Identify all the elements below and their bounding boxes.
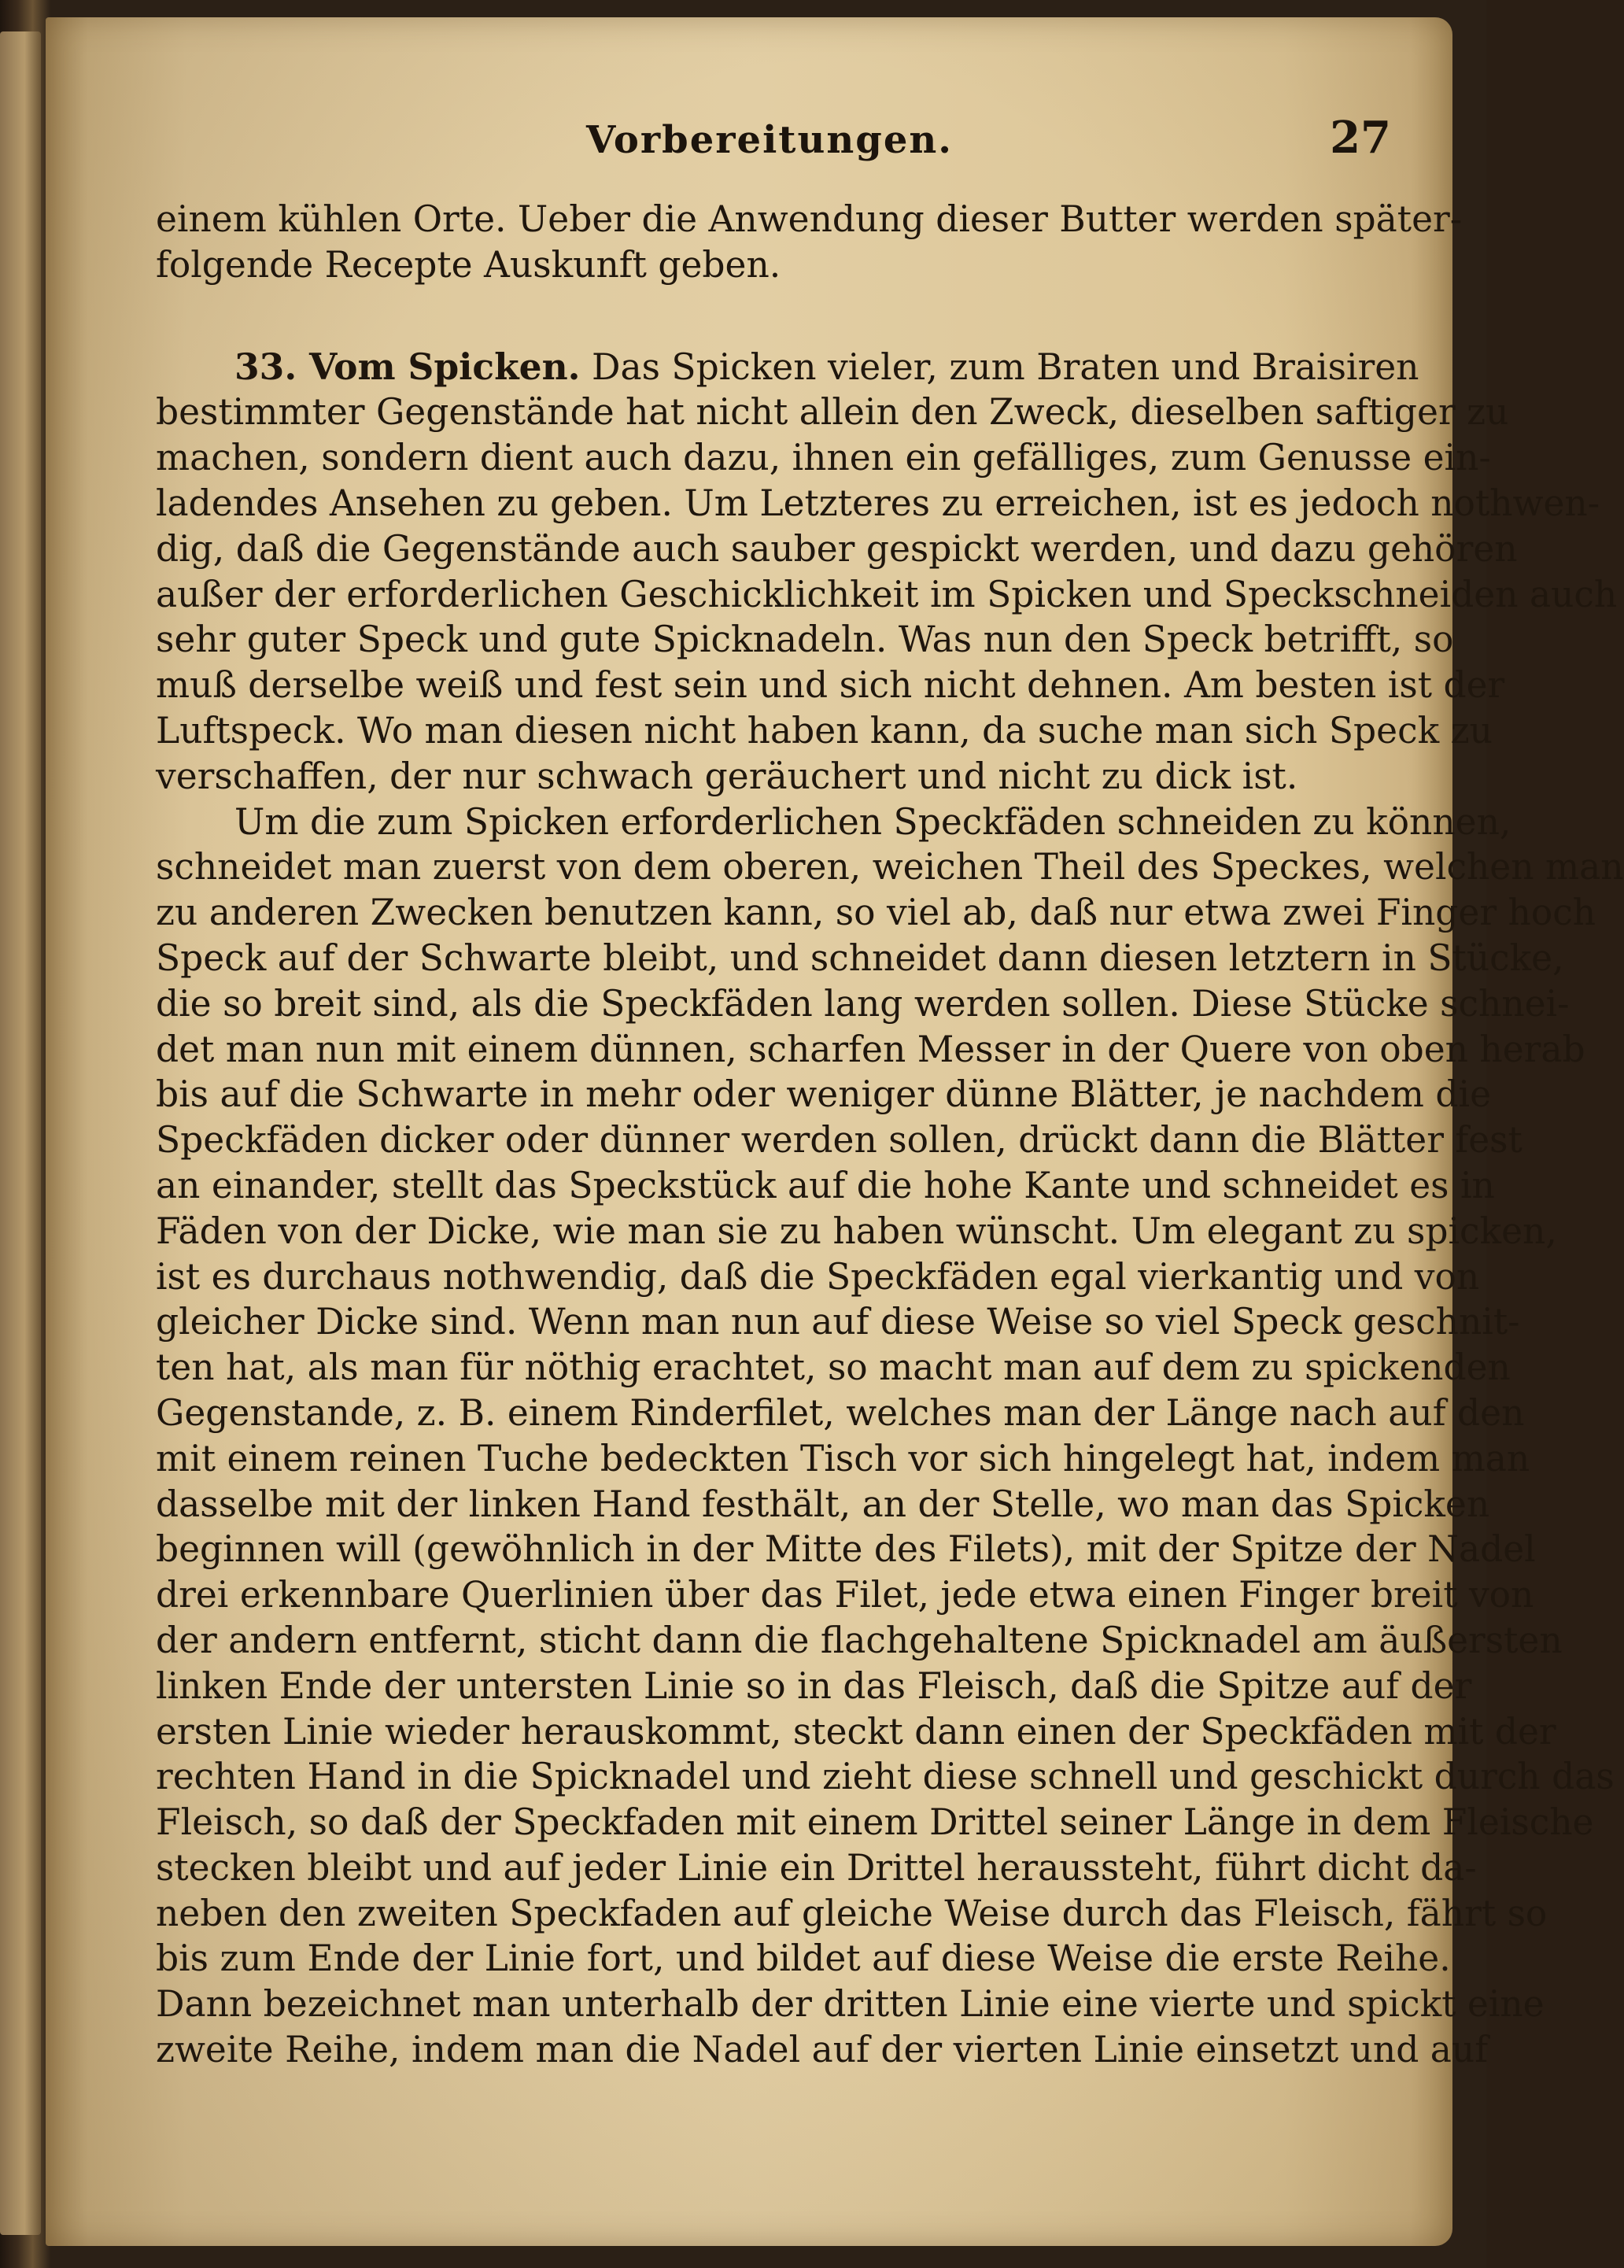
text-line: dig, daß die Gegenstände auch sauber gespickt werden, und dazu gehören [156,527,1518,570]
text-line: ersten Linie wieder herauskommt, steckt dann einen der Speckfäden mit der [156,1710,1556,1753]
text-line: verschaffen, der nur schwach geräuchert und nicht zu dick ist. [156,755,1298,797]
text-line: dasselbe mit der linken Hand festhält, an der Stelle, wo man das Spicken [156,1483,1490,1525]
text-line: bis auf die Schwarte in mehr oder weniger dünne Blätter, je nachdem die [156,1073,1492,1116]
text-line: ist es durchaus nothwendig, daß die Speckfäden egal vierkantig und von [156,1255,1480,1298]
text-line: Gegenstande, z. B. einem Rinderfilet, welches man der Länge nach auf den [156,1391,1525,1434]
section-heading-line [156,345,1419,390]
text-line: rechten Hand in die Spicknadel und zieht diese schnell und geschickt durch das [156,1756,1615,1798]
text-line: Um die zum Spicken erforderlichen Speckfäden schneiden zu können, [234,800,1511,843]
text-line: neben den zweiten Speckfaden auf gleiche Weise durch das Fleisch, fährt so [156,1892,1548,1934]
text-line: einem kühlen Orte. Ueber die Anwendung dieser Butter werden später- [156,198,1463,240]
text-line: Luftspeck. Wo man diesen nicht haben kann, da suche man sich Speck zu [156,709,1493,752]
page-header [140,104,1399,167]
text-line: bestimmter Gegenstände hat nicht allein den Zweck, dieselben saftiger zu [156,391,1509,434]
text-line: Fleisch, so daß der Speckfaden mit einem Drittel seiner Länge in dem Fleische [156,1801,1594,1844]
text-line: ladendes Ansehen zu geben. Um Letzteres zu erreichen, ist es jedoch nothwen- [156,482,1600,524]
text-line: machen, sondern dient auch dazu, ihnen ein gefälliges, zum Genusse ein- [156,437,1491,479]
text-line: beginnen will (gewöhnlich in der Mitte des Filets), mit der Spitze der Nadel [156,1528,1536,1571]
text-line: folgende Recepte Auskunft geben. [156,243,781,286]
text-line: zu anderen Zwecken benutzen kann, so viel ab, daß nur etwa zwei Finger hoch [156,892,1596,934]
text-line: det man nun mit einem dünnen, scharfen Messer in der Quere von oben herab [156,1028,1585,1070]
text-line: muß derselbe weiß und fest sein und sich nicht dehnen. Am besten ist der [156,664,1505,707]
paragraph-gap [156,288,1391,345]
text-line: linken Ende der untersten Linie so in das Fleisch, daß die Spitze auf der [156,1664,1472,1707]
body-text [156,197,1624,2073]
text-line: mit einem reinen Tuche bedeckten Tisch vor sich hingelegt hat, indem man [156,1437,1530,1479]
section-title: 33. Vom Spicken. [234,345,581,388]
section-first-line-rest: Das Spicken vieler, zum Braten und Braisiren [591,345,1419,388]
text-line: außer der erforderlichen Geschicklichkeit im Spicken und Speckschneiden auch [156,573,1618,615]
text-line: Speck auf der Schwarte bleibt, und schneidet dann diesen letztern in Stücke, [156,936,1564,979]
text-line: an einander, stellt das Speckstück auf die hohe Kante und schneidet es in [156,1164,1495,1206]
text-line: ten hat, als man für nöthig erachtet, so macht man auf dem zu spickenden [156,1346,1511,1389]
text-line: bis zum Ende der Linie fort, und bildet auf diese Weise die erste Reihe. [156,1937,1451,1980]
text-line: Dann bezeichnet man unterhalb der dritten Linie eine vierte und spickt eine [156,1983,1545,2026]
previous-page-edge [0,31,41,2235]
text-line: stecken bleibt und auf jeder Linie ein Drittel heraussteht, führt dicht da- [156,1846,1477,1889]
text-line: Fäden von der Dicke, wie man sie zu haben wünscht. Um elegant zu spicken, [156,1210,1557,1252]
text-line: der andern entfernt, sticht dann die flachgehaltene Spicknadel am äußersten [156,1619,1563,1661]
book-page [46,17,1624,2246]
text-line: Speckfäden dicker oder dünner werden sollen, drückt dann die Blätter fest [156,1119,1522,1162]
text-line: zweite Reihe, indem man die Nadel auf der vierten Linie einsetzt und auf [156,2029,1489,2071]
text-line: sehr guter Speck und gute Spicknadeln. Was nun den Speck betrifft, so [156,619,1454,661]
text-line: die so breit sind, als die Speckfäden lang werden sollen. Diese Stücke schnei- [156,982,1570,1025]
page-number: 27 [1330,112,1391,164]
running-head: Vorbereitungen. [586,118,953,162]
text-line: gleicher Dicke sind. Wenn man nun auf diese Weise so viel Speck geschnit- [156,1301,1520,1343]
text-line: schneidet man zuerst von dem oberen, weichen Theil des Speckes, welchen man [156,846,1624,888]
text-line: drei erkennbare Querlinien über das Filet, jede etwa einen Finger breit von [156,1574,1534,1616]
